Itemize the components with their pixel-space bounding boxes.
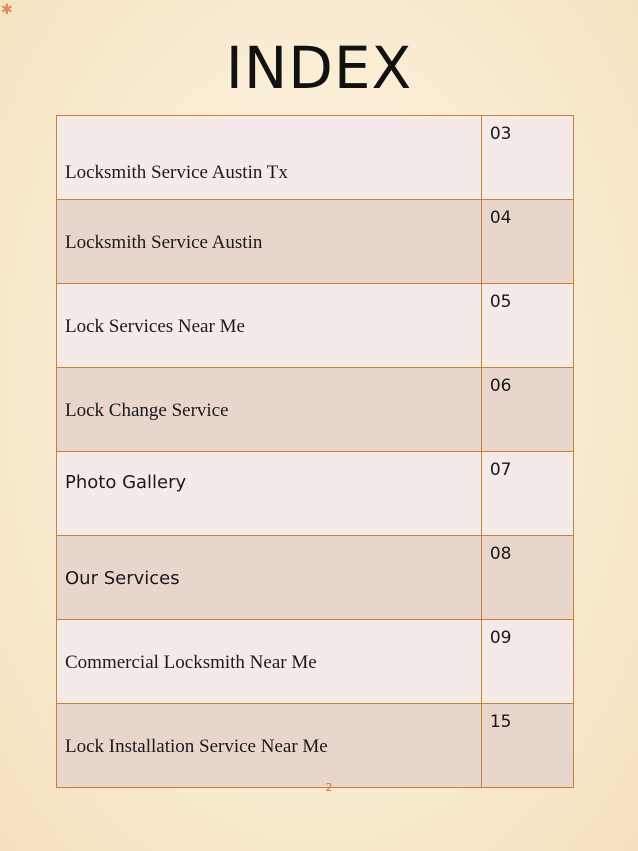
- page-cell: [481, 452, 573, 536]
- table-row: [57, 620, 574, 704]
- page-number: 03: [489, 124, 512, 144]
- star-icon: ✱: [1, 2, 13, 18]
- page-number: 06: [489, 376, 512, 396]
- entry-cell: [57, 620, 482, 704]
- table-row: [57, 200, 574, 284]
- entry-label: Lock Change Service: [65, 400, 229, 421]
- page-cell: [481, 116, 573, 200]
- entry-label: Locksmith Service Austin: [65, 232, 263, 253]
- table-row: [57, 368, 574, 452]
- page-cell: [481, 284, 573, 368]
- index-table: [56, 115, 574, 788]
- page-cell: [481, 536, 573, 620]
- entry-cell: [57, 536, 482, 620]
- page-cell: [481, 200, 573, 284]
- table-row: [57, 284, 574, 368]
- entry-cell: [57, 704, 482, 788]
- page-number: 07: [489, 460, 512, 480]
- entry-cell: [57, 284, 482, 368]
- entry-label: Locksmith Service Austin Tx: [65, 162, 288, 183]
- page-title: INDEX: [225, 34, 413, 102]
- page-cell: [481, 620, 573, 704]
- entry-label: Commercial Locksmith Near Me: [65, 652, 317, 673]
- entry-cell: [57, 452, 482, 536]
- entry-label: Our Services: [65, 568, 180, 589]
- table-row: [57, 116, 574, 200]
- page-cell: [481, 704, 573, 788]
- page-cell: [481, 368, 573, 452]
- page-number: 05: [489, 292, 512, 312]
- entry-cell: [57, 368, 482, 452]
- table-row: [57, 704, 574, 788]
- entry-label: Lock Installation Service Near Me: [65, 736, 328, 757]
- page-number: 15: [489, 712, 512, 732]
- page-number: 09: [489, 628, 512, 648]
- page-number: 08: [489, 544, 512, 564]
- entry-label: Photo Gallery: [65, 472, 187, 493]
- table-row: [57, 452, 574, 536]
- entry-cell: [57, 116, 482, 200]
- table-row: [57, 536, 574, 620]
- entry-cell: [57, 200, 482, 284]
- slide-number: 2: [325, 781, 333, 794]
- entry-label: Lock Services Near Me: [65, 316, 245, 337]
- page-number: 04: [489, 208, 512, 228]
